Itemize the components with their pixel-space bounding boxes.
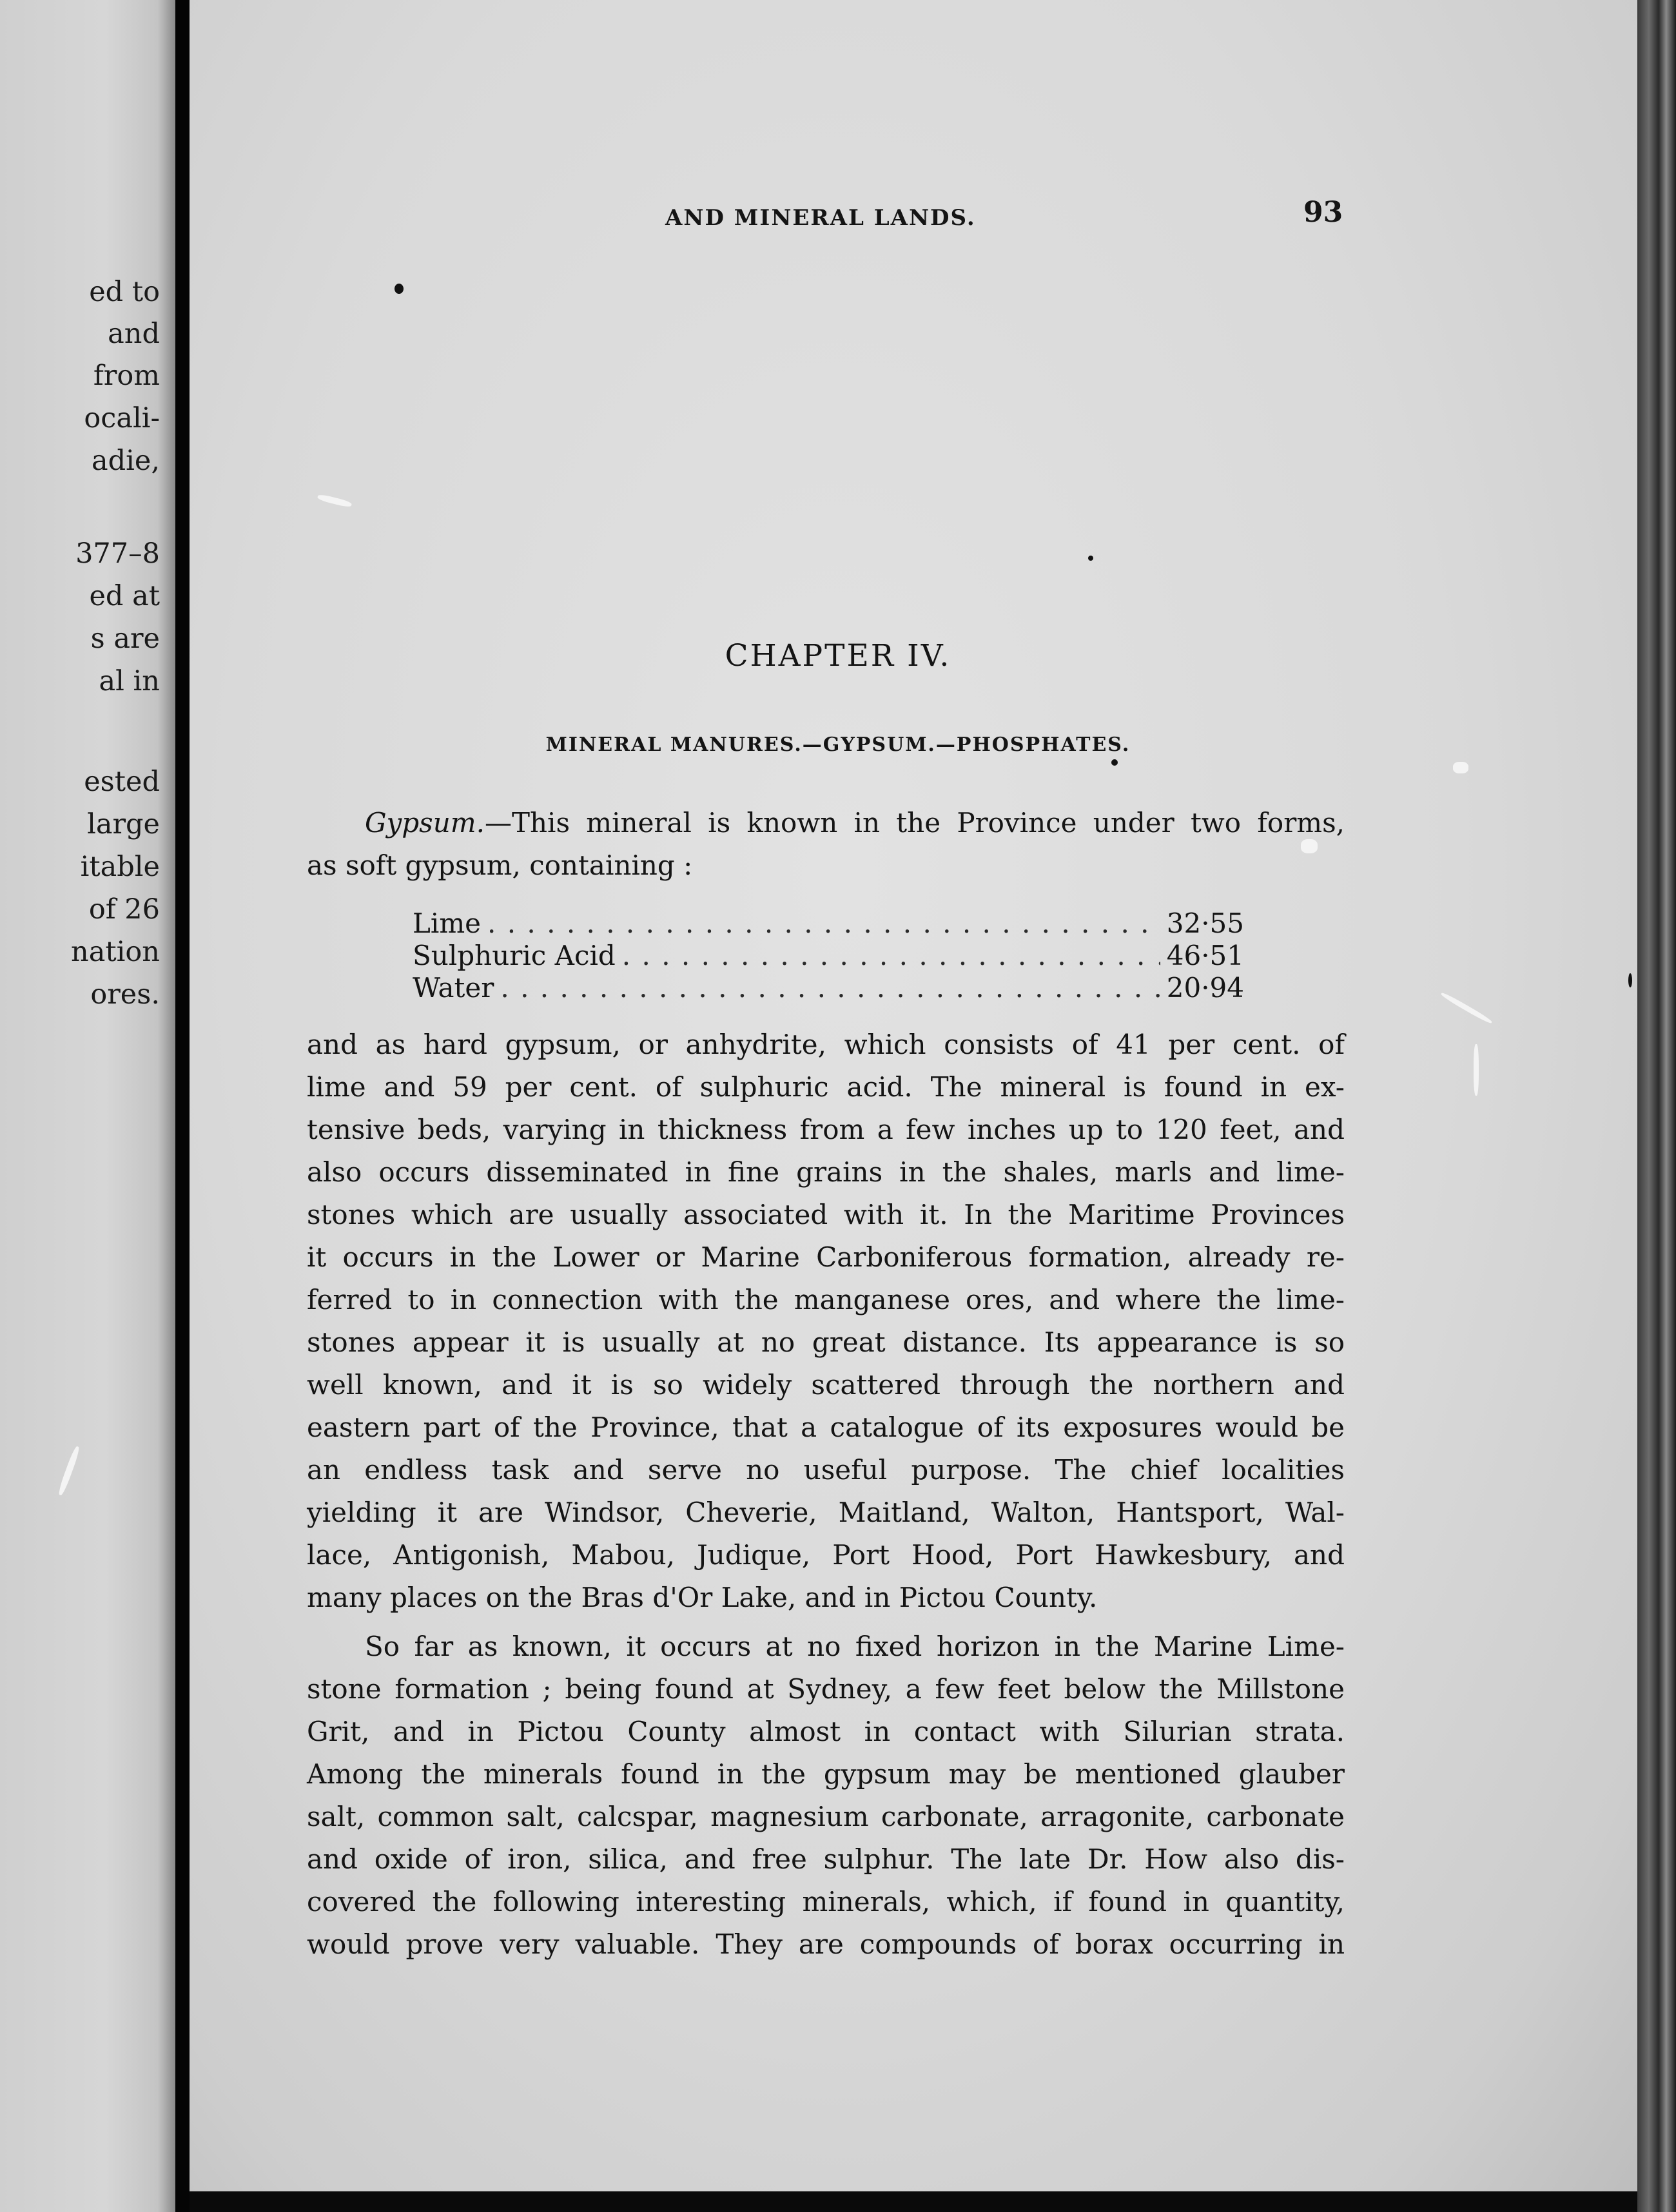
body-line: stone formation ; being found at Sydney, a few feet below the Millstone bbox=[307, 1673, 1345, 1705]
composition-value: 32·55 bbox=[1166, 907, 1244, 939]
body-line: and oxide of iron, silica, and free sulphur. The late Dr. How also dis- bbox=[307, 1843, 1345, 1875]
left-page-line: al in bbox=[99, 665, 160, 697]
left-page-line: nation bbox=[71, 936, 160, 968]
running-head: AND MINERAL LANDS. bbox=[665, 205, 976, 231]
leader-dots bbox=[622, 942, 1160, 969]
intro-text: —This mineral is known in the Province under two forms, bbox=[484, 807, 1345, 839]
scan-mark bbox=[1453, 762, 1468, 773]
body-line: stones appear it is usually at no great distance. Its appearance is so bbox=[307, 1326, 1345, 1358]
body-line: eastern part of the Province, that a catalogue of its exposures would be bbox=[307, 1412, 1345, 1443]
body-line: lime and 59 per cent. of sulphuric acid. The mineral is found in ex- bbox=[307, 1071, 1345, 1103]
chapter-title: CHAPTER IV. bbox=[725, 638, 951, 674]
body-line: also occurs disseminated in fine grains in the shales, marls and lime- bbox=[307, 1156, 1345, 1188]
scan-border bbox=[190, 2191, 1637, 2212]
composition-name: Sulphuric Acid bbox=[413, 940, 616, 971]
left-page-line: of 26 bbox=[88, 893, 160, 926]
body-line: Among the minerals found in the gypsum may be mentioned glauber bbox=[307, 1758, 1345, 1790]
lead-term: Gypsum. bbox=[365, 807, 485, 839]
left-page-line: 377–8 bbox=[75, 538, 160, 570]
composition-name: Lime bbox=[413, 907, 482, 939]
scan-speck bbox=[1088, 556, 1093, 561]
body-line: well known, and it is so widely scattered through the northern and bbox=[307, 1369, 1345, 1401]
body-line: tensive beds, varying in thickness from a few inches up to 120 feet, and bbox=[307, 1114, 1345, 1145]
chapter-subtitle: MINERAL MANURES.—GYPSUM.—PHOSPHATES. bbox=[545, 733, 1131, 756]
composition-row bbox=[413, 942, 1244, 969]
body-line: it occurs in the Lower or Marine Carboniferous formation, already re- bbox=[307, 1241, 1345, 1273]
body-line: lace, Antigonish, Mabou, Judique, Port Hood, Port Hawkesbury, and bbox=[307, 1539, 1345, 1571]
body-line: Grit, and in Pictou County almost in contact with Silurian strata. bbox=[307, 1716, 1345, 1747]
left-page-line: s are bbox=[90, 623, 160, 655]
body-line: covered the following interesting minerals, which, if found in quantity, bbox=[307, 1886, 1345, 1917]
left-page-line: ed at bbox=[89, 580, 160, 612]
left-page-line: and bbox=[108, 318, 160, 350]
composition-value: 20·94 bbox=[1166, 972, 1244, 1004]
body-line: salt, common salt, calcspar, magnesium carbonate, arragonite, carbonate bbox=[307, 1801, 1345, 1832]
composition-row bbox=[413, 907, 1244, 939]
left-page-line: large bbox=[87, 808, 160, 840]
body-line: So far as known, it occurs at no fixed horizon in the Marine Lime- bbox=[365, 1631, 1345, 1662]
left-page-line: ores. bbox=[90, 978, 160, 1011]
scan-speck bbox=[395, 284, 404, 294]
intro-line: as soft gypsum, containing : bbox=[307, 849, 693, 881]
body-line: would prove very valuable. They are compounds of borax occurring in bbox=[307, 1928, 1345, 1960]
page-edge bbox=[1637, 0, 1676, 2212]
scan-mark bbox=[1474, 1044, 1479, 1096]
scan-speck bbox=[1111, 759, 1118, 766]
left-page-line: ested bbox=[84, 766, 160, 798]
left-page-line: ocali- bbox=[84, 402, 160, 434]
book-gutter bbox=[175, 0, 190, 2212]
composition-value: 46·51 bbox=[1166, 940, 1244, 971]
scan-mark bbox=[1301, 839, 1318, 853]
scan-speck bbox=[1628, 973, 1632, 987]
leader-dots bbox=[500, 975, 1160, 1002]
body-line: and as hard gypsum, or anhydrite, which consists of 41 per cent. of bbox=[307, 1029, 1345, 1060]
previous-page-fragment bbox=[0, 0, 175, 2212]
left-page-line: from bbox=[93, 360, 160, 392]
leader-dots bbox=[487, 910, 1160, 937]
body-line: many places on the Bras d'Or Lake, and in Pictou County. bbox=[307, 1582, 1098, 1613]
composition-name: Water bbox=[413, 972, 494, 1004]
body-line: ferred to in connection with the manganese ores, and where the lime- bbox=[307, 1284, 1345, 1315]
composition-row bbox=[413, 972, 1244, 1004]
left-page-line: itable bbox=[80, 851, 160, 883]
page-number: 93 bbox=[1303, 196, 1343, 229]
left-page-line: adie, bbox=[91, 445, 160, 477]
intro-line bbox=[365, 807, 1345, 839]
body-line: an endless task and serve no useful purpose. The chief localities bbox=[307, 1454, 1345, 1486]
body-line: yielding it are Windsor, Cheverie, Maitland, Walton, Hantsport, Wal- bbox=[307, 1497, 1345, 1528]
body-line: stones which are usually associated with it. In the Maritime Provinces bbox=[307, 1199, 1345, 1230]
left-page-line: ed to bbox=[89, 276, 160, 308]
